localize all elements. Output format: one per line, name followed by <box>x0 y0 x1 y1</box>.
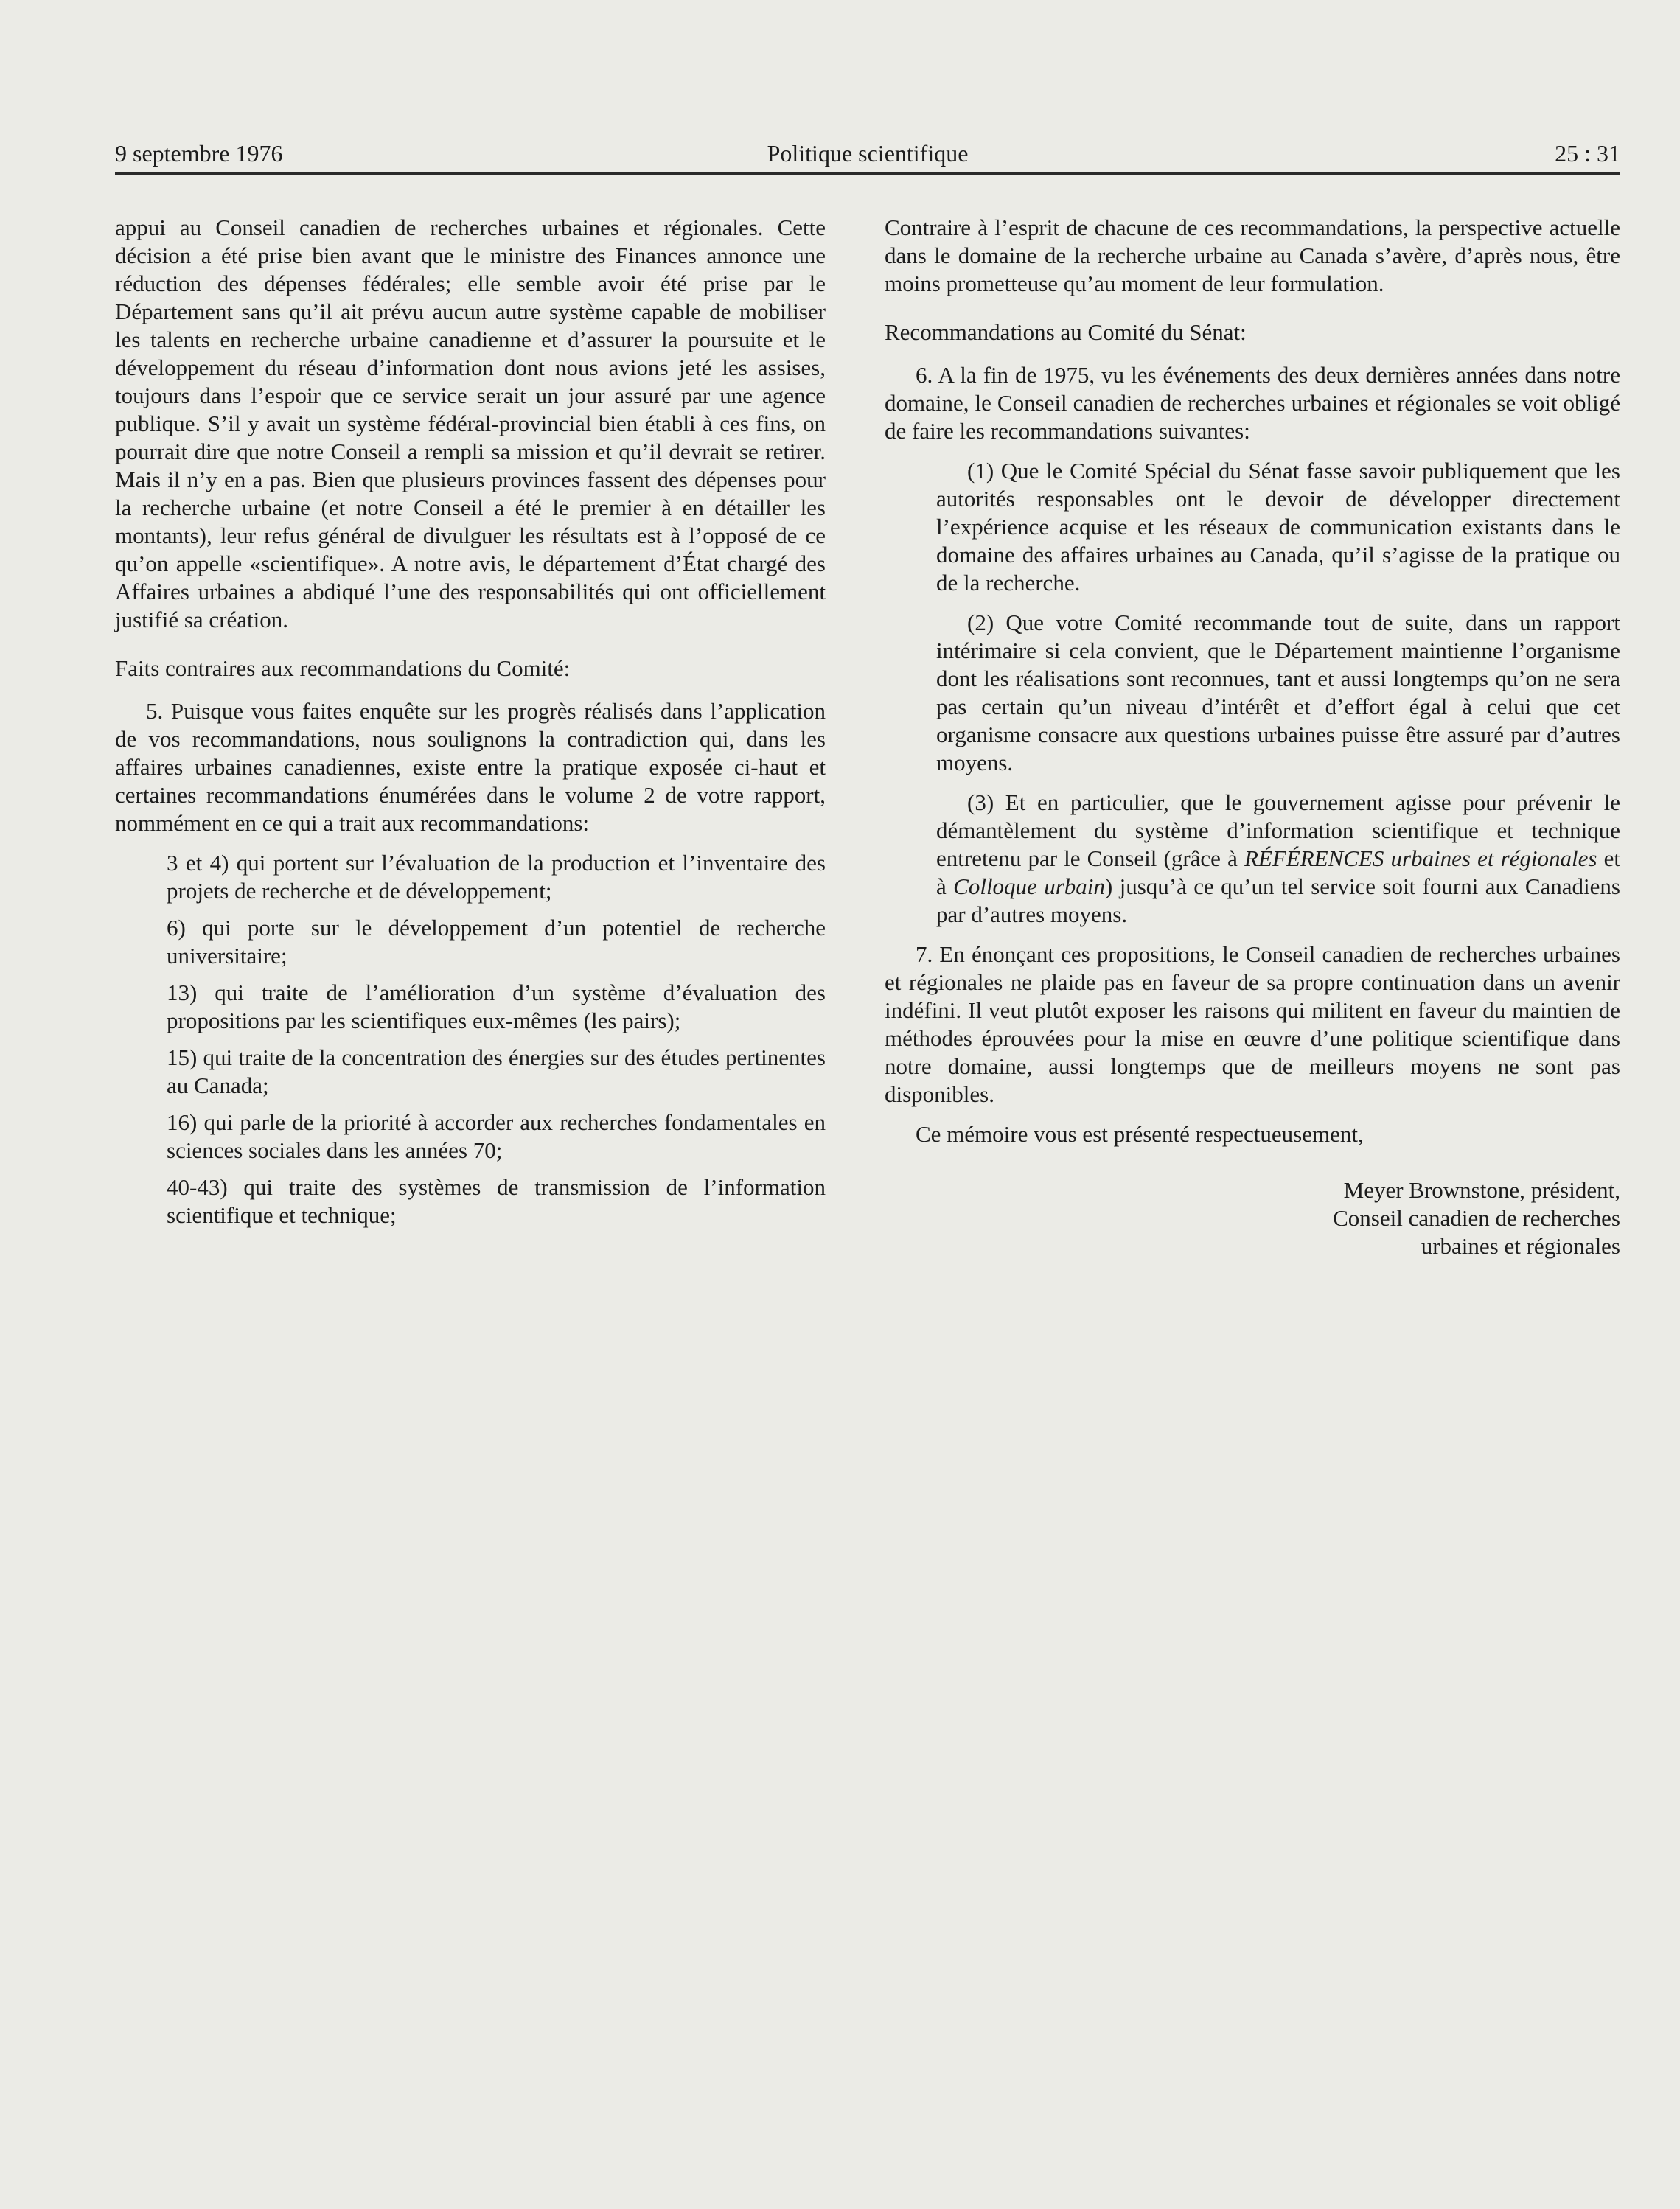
signature-organization: Conseil canadien de recherches <box>1333 1205 1620 1231</box>
section-heading-senate-recommendations: Recommandations au Comité du Sénat: <box>885 319 1247 345</box>
recommendation-list-item: 13) qui traite de l’amélioration d’un système d’évaluation des propositions par les scientifiques eux-mêmes (les pairs); <box>167 980 826 1033</box>
recommendation-list-item: 6) qui porte sur le développement d’un potentiel de recherche universitaire; <box>167 915 826 969</box>
colloque-title: Colloque urbain <box>953 873 1105 899</box>
paragraph-7: 7. En énonçant ces propositions, le Conseil canadien de recherches urbaines et régionales ne plaide pas en faveur de sa propre continuation dans un avenir indéfini. Il veut plutôt exposer les raisons qui militent en faveur du maintien de méthodes éprouvées pour la mise en œuvre d’une politique scientifique dans notre domaine, aussi longtemps que de meilleurs moyens ne sont pas disponibles. <box>885 941 1620 1107</box>
paragraph-continuation: appui au Conseil canadien de recherches urbaines et régionales. Cette décision a été prise bien avant que le ministre des Finances annonce une réduction des dépenses fédérales; elle semble avoir été prise par le Département sans qu’il ait prévu aucun autre système capable de mobiliser les talents en recherche urbaine canadienne et d’assurer la poursuite et le développement du réseau d’information dont nous avions jeté les assises, toujours dans l’espoir que ce service serait un jour assuré par une agence publique. S’il y avait un système fédéral-provincial bien établi à ces fins, on pourrait dire que notre Conseil a rempli sa mission et qu’il devrait se retirer. Mais il n’y en a pas. Bien que plusieurs provinces fassent des dépenses pour la recherche urbaine (et notre Conseil a été le premier à en détailler les montants), leur refus général de divulguer les résultats est à l’opposé de ce qu’on appelle «scientifique». A notre avis, le département d’État chargé des Affaires urbaines a abdiqué l’une des responsabilités qui ont officiellement justifié sa création. <box>115 214 826 632</box>
running-header <box>115 137 1620 170</box>
references-title: RÉFÉRENCES urbaines et régionales <box>1244 845 1597 871</box>
section-heading-contrary-facts: Faits contraires aux recommandations du Comité: <box>115 655 571 681</box>
closing-line: Ce mémoire vous est présenté respectueusement, <box>916 1121 1364 1147</box>
recommendation-list-item: 15) qui traite de la concentration des énergies sur des études pertinentes au Canada; <box>167 1044 826 1098</box>
header-date: 9 septembre 1976 <box>115 140 283 167</box>
rec3-text-e: ) jusqu’à ce qu’un tel service soit fourni aux Canadiens par d’autres moyens. <box>936 873 1620 927</box>
paragraph-5: 5. Puisque vous faites enquête sur les progrès réalisés dans l’application de vos recommandations, nous soulignons la contradiction qui, dans les affaires urbaines canadiennes, existe entre la pratique exposée ci-haut et certaines recommandations énumérées dans le volume 2 de votre rapport, nommément en ce qui a trait aux recommandations: <box>115 698 826 836</box>
header-page-number: 25 : 31 <box>1555 140 1620 167</box>
recommendation-list-item: 40-43) qui traite des systèmes de transmission de l’information scientifique et technique; <box>167 1174 826 1228</box>
rec3-text-c: et à <box>936 845 1620 899</box>
header-rule <box>115 172 1620 175</box>
rec3-text-a: (3) Et en particulier, que le gouvernement agisse pour prévenir le démantèlement du système d’information scientifique et technique entretenu par le Conseil (grâce à <box>936 789 1620 871</box>
senate-recommendation-2: (2) Que votre Comité recommande tout de suite, dans un rapport intérimaire si cela convient, que le Département maintienne l’organisme dont les réalisations sont reconnues, tant et aussi longtemps qu’on ne sera pas certain qu’un niveau d’intérêt et d’effort égal à celui que cet organisme consacre aux questions urbaines puisse être assuré par d’autres moyens. <box>936 610 1620 775</box>
signature-name: Meyer Brownstone, président, <box>1343 1177 1620 1203</box>
recommendation-list-item: 3 et 4) qui portent sur l’évaluation de la production et l’inventaire des projets de recherche et de développement; <box>167 850 826 904</box>
right-column <box>885 214 1620 1260</box>
senate-recommendation-3 <box>936 789 1620 929</box>
left-column <box>115 214 826 1238</box>
header-title: Politique scientifique <box>767 140 969 167</box>
signature-block <box>885 1176 1620 1260</box>
signature-organization-cont: urbaines et régionales <box>1421 1233 1620 1259</box>
paragraph-6: 6. A la fin de 1975, vu les événements des deux dernières années dans notre domaine, le Conseil canadien de recherches urbaines et régionales se voit obligé de faire les recommandations suivantes: <box>885 362 1620 444</box>
recommendation-list-item: 16) qui parle de la priorité à accorder aux recherches fondamentales en sciences sociales dans les années 70; <box>167 1109 826 1163</box>
paragraph-contrary-spirit: Contraire à l’esprit de chacune de ces recommandations, la perspective actuelle dans le domaine de la recherche urbaine au Canada s’avère, d’après nous, être moins prometteuse qu’au moment de leur formulation. <box>885 214 1620 296</box>
senate-recommendation-1: (1) Que le Comité Spécial du Sénat fasse savoir publiquement que les autorités responsables ont le devoir de développer directement l’expérience acquise et les réseaux de communication existants dans le domaine des affaires urbaines au Canada, qu’il s’agisse de la pratique ou de la recherche. <box>936 458 1620 596</box>
